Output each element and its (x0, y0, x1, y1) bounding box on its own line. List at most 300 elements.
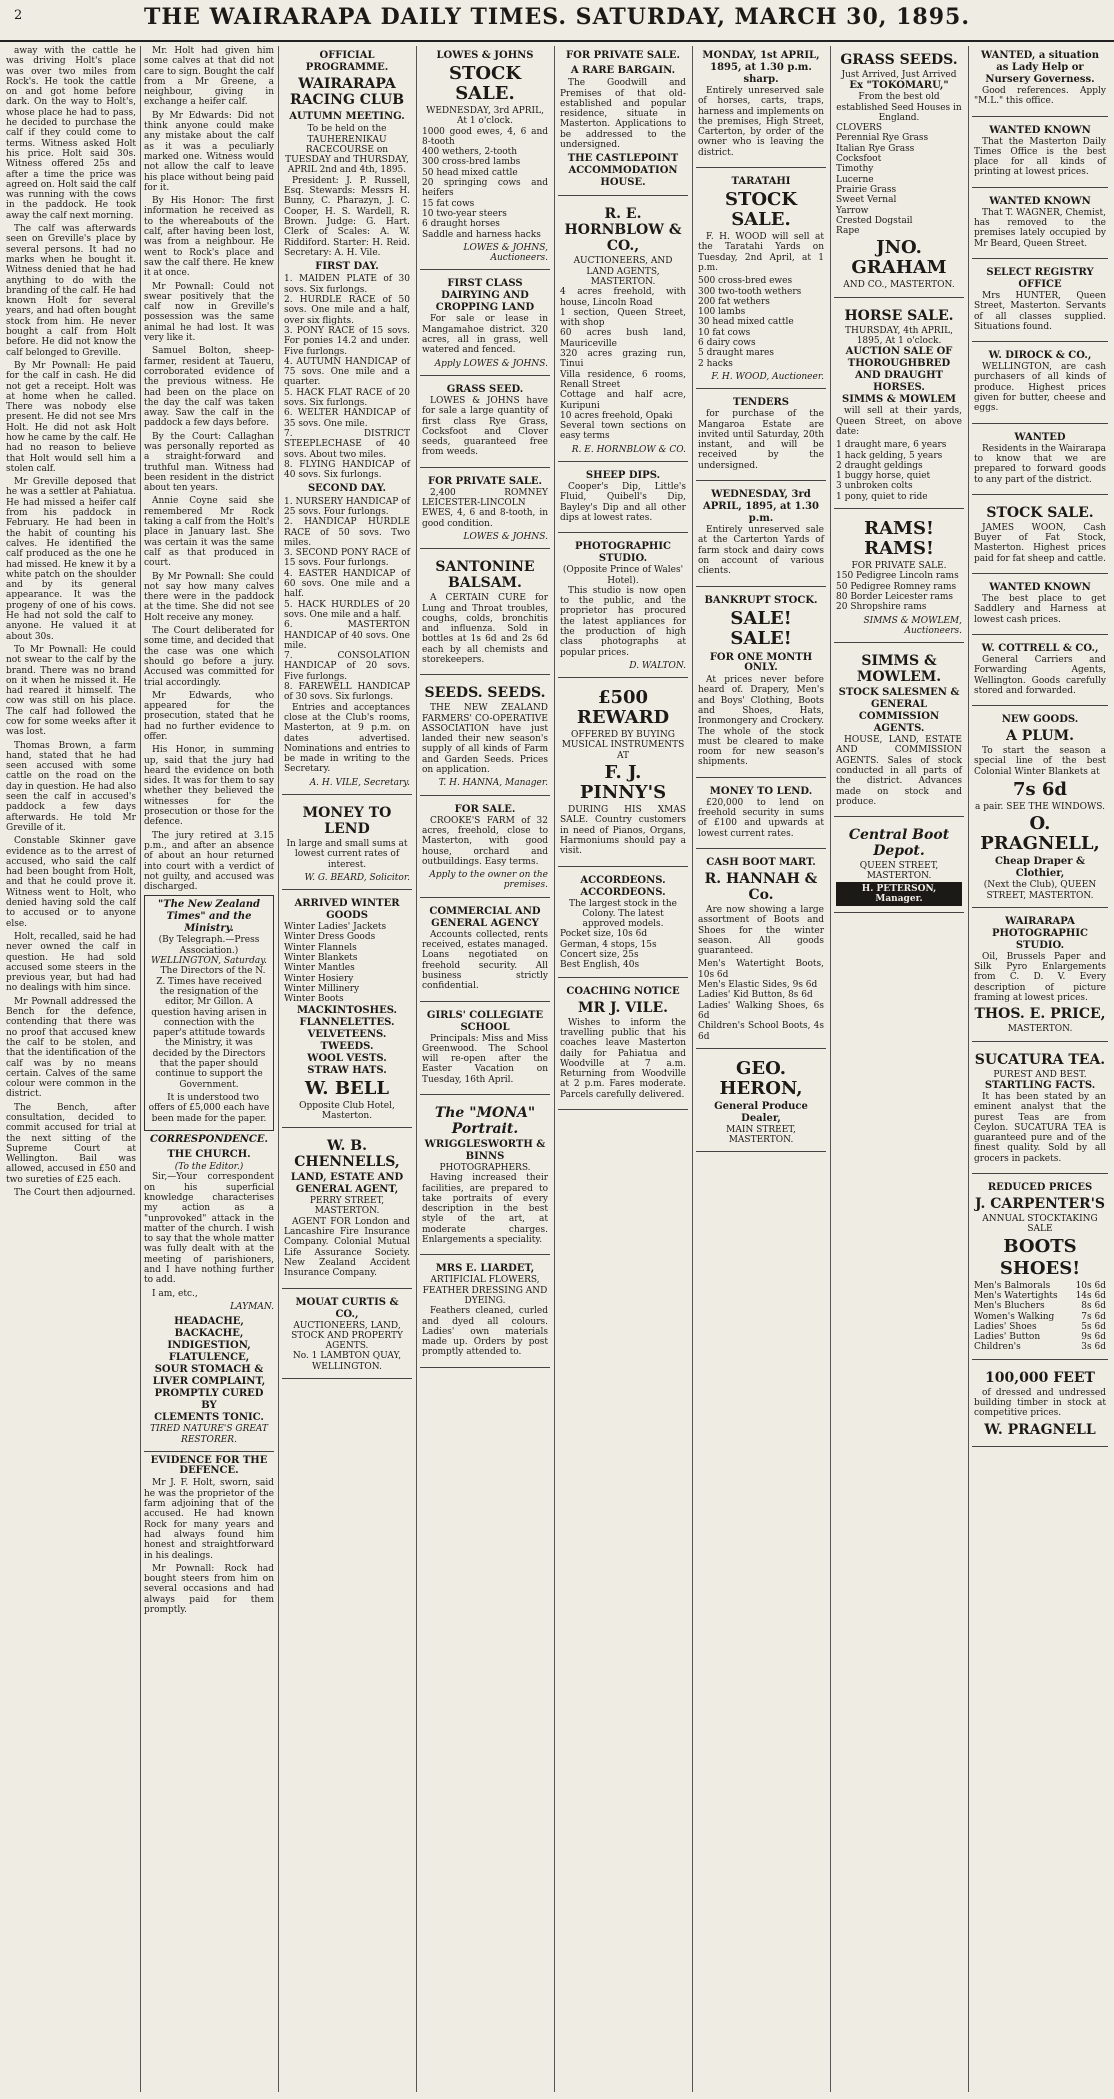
stock-sale-signature: F. H. WOOD, Auctioneer. (711, 371, 824, 382)
feathers-title: ARTIFICIAL FLOWERS, FEATHER DRESSING AND DYEING. (422, 1275, 548, 1306)
tea-facts: STARTLING FACTS. (984, 1079, 1096, 1091)
rams-list (836, 571, 962, 612)
wednesday-sale-heading: WEDNESDAY, 3rd APRIL, 1895, at 1.30 p.m. (703, 489, 819, 525)
column-8 (972, 46, 1108, 2092)
grass-seed-heading: GRASS SEED. (446, 383, 524, 395)
registry-heading: SELECT REGISTRY OFFICE (986, 266, 1094, 290)
wanted-ad (972, 428, 1108, 495)
money-heading: MONEY TO LEND (302, 805, 392, 837)
farm-sale-heading: FOR SALE. (454, 803, 516, 815)
seed-item: Prairie Grass (836, 184, 897, 195)
horse-item: 3 unbroken colts (836, 481, 913, 492)
fat-stock-ad (972, 499, 1108, 574)
wanted-known-ad (972, 192, 1108, 259)
mouat-name: MOUAT CURTIS & CO., (295, 1296, 399, 1320)
article-paragraph: The Bench, after consultation, decided to commit accused for trial at the next sitting of the Supreme Court at Wellington. Bail was allowed, accused in £50 and two sureties of £25 each. (6, 1102, 136, 1185)
correspondence-heading: CORRESPONDENCE. (149, 1133, 268, 1145)
grass-seeds-arrived: Just Arrived, Just Arrived (841, 70, 957, 80)
plum-price: 7s 6d (1012, 778, 1068, 800)
rams-heading: RAMS! RAMS! (864, 518, 934, 560)
chennells-name: W. B. CHENNELLS, (294, 1138, 400, 1171)
column-rule (692, 46, 693, 2092)
studio-heading: WAIRARAPA PHOTOGRAPHIC STUDIO. (991, 915, 1089, 951)
article-paragraph: The calf was afterwards seen on Greville's place by several persons. It had no marks when he bought it. Witness denied that he had anything to do with the branding of the calf. He had known Holt for several years, and had often bought stock from him. He never bought a calf from Holt before. He did not know the calf belonged to Greville. (6, 224, 136, 358)
clearance-subheading: FOR ONE MONTH ONLY. (709, 651, 813, 673)
plum-text: To start the season a special line of the best Colonial Winter Blankets at (974, 746, 1106, 777)
boot-depot-heading: Central Boot Depot. (848, 827, 950, 860)
wanted-heading: WANTED (1014, 431, 1066, 443)
racing-club-ad (282, 46, 412, 795)
money-heading: MONEY TO LEND. (709, 785, 813, 797)
grass-seed-ad (420, 380, 550, 468)
pinny-heading: F. J. PINNY'S (579, 762, 667, 804)
property-item: 10 acres freehold, Opaki (560, 410, 673, 421)
stock-item: 100 lambs (698, 307, 746, 318)
hannah-price-list (698, 959, 824, 1041)
goods-category: MACKINTOSHES. (296, 1004, 398, 1016)
article-paragraph: By His Honor: The first information he received as to the whereabouts of the calf, after having been lost, was from a neighbour. He went to Rock's place and saw the calf there. He knew it at once. (144, 196, 274, 279)
price-name: THOS. E. PRICE, (974, 1006, 1106, 1023)
pragnell-address: (Next the Club), QUEEN STREET, MASTERTON. (983, 880, 1097, 901)
medicine-tagline: TIRED NATURE'S GREAT RESTORER. (150, 1424, 268, 1445)
article-paragraph: The Court then adjourned. (14, 1188, 136, 1199)
accordeon-heading: ACCORDEONS. ACCORDEONS. (580, 874, 666, 898)
stock-sale-heading: STOCK SALE. (724, 189, 798, 231)
property-item: Cottage and half acre, Kuripuni (560, 390, 686, 411)
racing-club-name: WAIRARAPA RACING CLUB (289, 76, 405, 108)
winter-goods-ad (282, 894, 412, 1128)
horse-item: 1 draught mare, 6 years (836, 440, 947, 451)
accordeon-price-list (560, 929, 686, 970)
hannah-ad (696, 853, 826, 1049)
wanted-known-ad (972, 121, 1108, 188)
medicine-line: FLATULENCE, (168, 1352, 250, 1364)
simms-agency-text: HOUSE, LAND, ESTATE AND COMMISSION AGENTS. Sales of stock conducted in all parts of the district. Advances made on stock and produce. (836, 735, 962, 807)
letter-signature: LAYMAN. (230, 1301, 274, 1312)
column-rule (830, 46, 831, 2092)
chennells-title: LAND, ESTATE AND GENERAL AGENT, (290, 1172, 404, 1196)
wanted-known-heading: WANTED KNOWN (989, 124, 1091, 136)
stock-item: 10 two-year steers (422, 208, 507, 219)
boot-name: Men's Bluchers (974, 1301, 1045, 1312)
castlepoint-heading: THE CASTLEPOINT ACCOMMODATION HOUSE. (567, 153, 679, 189)
newspaper-title: THE WAIRARAPA DAILY TIMES. SATURDAY, MARCH 30, 1895. (143, 4, 970, 30)
seed-item: Rape (836, 226, 860, 237)
santonine-heading: SANTONINE BALSAM. (435, 559, 535, 592)
accordeon-item: Concert size, 25s (560, 950, 639, 961)
boot-price-row (974, 1322, 1106, 1332)
studio-location: (Opposite Prince of Wales' Hotel). (562, 565, 684, 586)
hornblow-property-list (560, 287, 686, 441)
race-item: 5. HACK HURDLES of 20 sovs. One mile and a half. (284, 599, 410, 620)
hornblow-signature: R. E. HORNBLOW & CO. (571, 444, 686, 455)
stock-item: 2 hacks (698, 358, 733, 369)
wanted-known-heading: WANTED KNOWN (989, 582, 1091, 594)
grass-seed-text: LOWES & JOHNS have for sale a large quantity of first class Rye Grass, Cocksfoot and Clover seeds, guaranteed free from weeds. (422, 395, 548, 458)
stock-item: 6 draught horses (422, 219, 500, 230)
timber-merchant: W. PRAGNELL (984, 1421, 1096, 1438)
boot-price-row (974, 1332, 1106, 1342)
reward-heading: £500 REWARD (576, 687, 670, 729)
column-rule (968, 46, 969, 2092)
price-location: MASTERTON. (1007, 1024, 1073, 1035)
boot-item: Men's Watertight Boots, 10s 6d (698, 959, 824, 980)
grass-seeds-heading: GRASS SEEDS. (840, 52, 958, 68)
column-1 (6, 46, 136, 2092)
letter-paragraph: Sir,—Your correspondent on his superficial knowledge characterises my action as a "unprovoked" attack in the matter of the church. I wish to say that the whole matter was fully dealt with at the meeting of parishioners, and I have nothing further to add. (144, 1172, 274, 1286)
article-paragraph: Mr Pownall: Could not swear positively that the calf now in Greville's possession was the same animal he had lost. It was very like it. (144, 281, 274, 344)
medicine-line: BACKACHE, (174, 1328, 244, 1340)
day1-race-list (284, 274, 410, 480)
school-ad (420, 1006, 550, 1095)
medicine-line: HEADACHE, (174, 1316, 244, 1328)
stock-item: 200 fat wethers (698, 296, 770, 307)
race-item: 2. HANDICAP HURDLE RACE of 50 sovs. Two miles. (284, 517, 410, 548)
race-item: 4. AUTUMN HANDICAP of 75 sovs. One mile and a quarter. (284, 356, 410, 388)
column-5 (558, 46, 688, 2092)
stock-item: 400 wethers, 2-tooth (422, 147, 518, 158)
monday-sale-ad (696, 46, 826, 168)
stock-item: 30 head mixed cattle (698, 317, 794, 328)
private-sale-signature: LOWES & JOHNS. (463, 531, 548, 542)
article-paragraph: Holt, recalled, said he had never owned the calf in question. He had sold accused some steers in the previous year, but had had no dealings with him since. (6, 931, 136, 994)
timber-text: of dressed and undressed building timber in stock at competitive prices. (974, 1387, 1106, 1419)
winter-goods-heading: ARRIVED WINTER GOODS (294, 898, 400, 922)
monday-sale-text: Entirely unreserved sale of horses, carts, traps, harness and implements on the premises, High Street, Carterton, by order of the owner who is leaving the district. (698, 86, 824, 158)
goods-category: STRAW HATS. (307, 1064, 387, 1076)
goods-item: Winter Ladies' Jackets (284, 922, 387, 933)
fat-stock-heading: STOCK SALE. (986, 504, 1094, 521)
horse-sale-title: AUCTION SALE OF THOROUGHBRED AND DRAUGHT HORSES. (845, 346, 953, 394)
evidence-heading: EVIDENCE FOR THE DEFENCE. (150, 1454, 268, 1477)
stock-item: 10 fat cows (698, 327, 751, 338)
racing-dates: To be held on the TAUHERENIKAU RACECOURSE on TUESDAY and THURSDAY, APRIL 2nd and 4th, 1895. (285, 124, 409, 176)
rare-bargain-ad (558, 46, 688, 196)
newspaper-columns (6, 46, 1108, 2092)
column-rule (554, 46, 555, 2092)
boots-heading: BOOTS (1003, 1235, 1077, 1257)
race-item: 7. CONSOLATION HANDICAP of 20 sovs. Five furlongs. (284, 651, 410, 682)
farm-signature: Apply LOWES & JOHNS. (434, 358, 548, 369)
ram-item: 50 Pedigree Romney rams (836, 581, 957, 592)
accordeon-item: German, 4 stops, 15s (560, 939, 657, 950)
studio-ad (972, 912, 1108, 1042)
farm-heading: FIRST CLASS DAIRYING AND CROPPING LAND (435, 278, 535, 314)
article-paragraph: Mr Pownall: Rock had bought steers from him on several occasions and had always paid for them promptly. (144, 1563, 274, 1615)
racing-meeting: AUTUMN MEETING. (289, 111, 405, 122)
rare-bargain-heading: A RARE BARGAIN. (570, 65, 676, 76)
goods-merchant-address: Opposite Club Hotel, Masterton. (299, 1100, 395, 1121)
ram-item: 20 Shropshire rams (836, 602, 927, 613)
article-paragraph: The Court deliberated for some time, and decided that the case was one which should go before a jury. Accused was committed for trial accordingly. (144, 626, 274, 688)
registry-ad (972, 263, 1108, 342)
racing-club-subtitle: OFFICIAL PROGRAMME. (305, 50, 389, 73)
article-paragraph: By Mr Pownall: He paid for the calf in cash. He did not get a receipt. Holt was at home when he called. There was nobody else present. He did not see Mrs Holt. He did not ask Holt how he came by the calf. He had no reason to believe that Holt would sell him a stolen calf. (6, 360, 136, 474)
seed-item: Sweet Vernal (836, 195, 897, 206)
property-item: 60 acres bush land, Mauriceville (560, 328, 686, 349)
timber-ad (972, 1364, 1108, 1447)
horse-sale-heading: HORSE SALE. (844, 307, 954, 324)
carpenter-ad (972, 1178, 1108, 1360)
hannah-heading: R. HANNAH & Co. (704, 870, 818, 903)
boot-name: Men's Balmorals (974, 1280, 1051, 1291)
private-sale-text: 2,400 ROMNEY LEICESTER-LINCOLN EWES, 4, 6 and 8-tooth, in good condition. (422, 487, 548, 529)
wanted-ad (972, 46, 1108, 117)
rams-signature: SIMMS & MOWLEM, Auctioneers. (863, 615, 962, 636)
wanted-text: Good references. Apply "M.L." this office. (974, 86, 1106, 107)
boots-price-list (974, 1281, 1106, 1353)
money-text: In large and small sums at lowest current rates of interest. (286, 839, 408, 870)
article-paragraph: By Mr Pownall: She could not say how many calves there were in the paddock at the time. She did not see Holt receive any money. (144, 571, 274, 623)
money-lend-ad (282, 799, 412, 890)
hannah-text: Are now showing a large assortment of Boots and Shoes for the winter season. All goods guaranteed. (698, 904, 824, 957)
racing-signature: A. H. VILE, Secretary. (309, 777, 410, 788)
goods-merchant: W. BELL (304, 1077, 390, 1099)
letter-paragraph: I am, etc., (152, 1288, 198, 1299)
goods-item: Winter Boots (284, 994, 344, 1005)
boot-mart-heading: CASH BOOT MART. (706, 856, 816, 868)
pragnell-ad (972, 710, 1108, 908)
tea-subheading: PUREST AND BEST. (993, 1069, 1087, 1080)
shoes-heading: SHOES! (999, 1257, 1081, 1279)
wanted-known-heading: WANTED KNOWN (989, 195, 1091, 207)
photographer-text: Having increased their facilities, are prepared to take portraits of every description in the best style of the art, at moderate charges. Enlargements a speciality. (422, 1173, 548, 1246)
photographer-name: WRIGGLESWORTH & BINNS (424, 1139, 546, 1162)
dirock-text: WELLINGTON, are cash purchasers of all kinds of produce. Highest prices given for butter, cheese and eggs. (974, 362, 1106, 414)
timber-heading: 100,000 FEET (985, 1369, 1095, 1386)
ram-item: 150 Pedigree Lincoln rams (836, 571, 959, 582)
news-box-title: "The New Zealand Times" and the Ministry. (157, 899, 261, 935)
racing-officers: President: J. P. Russell, Esq. Stewards: Messrs H. Bunny, C. Pharazyn, J. C. Cooper, H. S. Wardell, R. Brown. Judge: G. Hart. Clerk of Scales: A. W. Riddiford. Starter: H. Reid. Secretary: A. H. Vile. (284, 175, 410, 258)
pragnell-title: Cheap Draper & Clothier, (994, 856, 1086, 880)
reward-ad (558, 682, 688, 866)
studio-ad (558, 537, 688, 678)
cottrell-heading: W. COTTRELL & CO., (981, 642, 1099, 654)
dirock-heading: W. DIROCK & CO., (988, 350, 1092, 362)
goods-item: Winter Flannels (284, 942, 357, 953)
seed-item: Crested Dogstail (836, 215, 913, 226)
wednesday-sale-text: Entirely unreserved sale at the Carterton Yards of farm stock and dairy cows on account of various clients. (698, 525, 824, 577)
goods-category: FLANNELETTES. (299, 1016, 395, 1028)
stock-sale-list (698, 276, 824, 369)
rams-subheading: FOR PRIVATE SALE. (851, 561, 947, 572)
hornblow-ad (558, 200, 688, 462)
bankrupt-heading: BANKRUPT STOCK. (704, 594, 818, 606)
column-2 (144, 46, 274, 2092)
studio-signature: D. WALTON. (629, 660, 686, 671)
goods-category: WOOL VESTS. (307, 1052, 387, 1064)
rams-ad (834, 513, 964, 643)
stock-item: 20 springing cows and heifers (422, 178, 548, 199)
race-item: 3. PONY RACE of 15 sovs. For ponies 14.2 and under. Five furlongs. (284, 325, 410, 357)
goods-item: Winter Hosiery (284, 973, 354, 984)
seed-item: Yarrow (836, 205, 869, 216)
sheep-dip-text: Cooper's Dip, Little's Fluid, Quibell's Dip, Bayley's Dip and all other dips at lowest rates. (560, 482, 686, 523)
boot-name: Ladies' Shoes (974, 1321, 1037, 1332)
property-item: 320 acres grazing run, Tinui (560, 349, 686, 370)
goods-category: TWEEDS. (320, 1040, 374, 1052)
school-heading: GIRLS' COLLEGIATE SCHOOL (426, 1009, 544, 1033)
school-text: Principals: Miss and Miss Greenwood. The School will re-open after the Easter Vacation on Tuesday, 16th April. (422, 1033, 548, 1085)
stock-sale-date: WEDNESDAY, 3rd APRIL, At 1 o'clock. (426, 106, 544, 127)
horse-item: 1 pony, quiet to ride (836, 491, 928, 502)
wanted-known-ad (972, 578, 1108, 635)
boot-depot-address: QUEEN STREET, MASTERTON. (859, 861, 939, 882)
horse-list (836, 440, 962, 502)
photographer-ad (420, 1099, 550, 1255)
pinny-text: DURING HIS XMAS SALE. Country customers in need of Pianos, Organs, Harmoniums should pay a visit. (560, 805, 686, 857)
hornblow-title: AUCTIONEERS, AND LAND AGENTS, MASTERTON. (573, 256, 673, 287)
boot-depot-manager: H. PETERSON, Manager. (836, 882, 962, 907)
private-sale-heading: FOR PRIVATE SALE. (428, 475, 542, 487)
money-text: £20,000 to lend on freehold security in sums of £100 and upwards at lowest current rates. (698, 797, 824, 839)
tea-ad (972, 1046, 1108, 1174)
stock-sale-list (422, 127, 548, 240)
simms-text: will sell at their yards, Queen Street, on above date: (836, 406, 962, 437)
boot-name: Women's Walking (974, 1311, 1055, 1322)
hornblow-name: R. E. HORNBLOW & CO., (564, 206, 682, 255)
stock-item: 15 fat cows (422, 198, 475, 209)
coaching-ad (558, 982, 688, 1110)
stock-item: 1000 good ewes, 4, 6 and 8-tooth (422, 126, 548, 147)
race-item: 2. HURDLE RACE of 50 sovs. One mile and a half, over six flights. (284, 295, 410, 326)
column-6 (696, 46, 826, 2092)
news-box-byline: (By Telegraph.—Press Association.) (158, 935, 260, 956)
article-paragraph: Mr. Holt had given him some calves at that did not care to sign. Bought the calf from a Mr Greene, a neighbour, giving in exchange a heifer calf. (144, 46, 274, 108)
accordeon-item: Pocket size, 10s 6d (560, 929, 648, 940)
race-item: 8. FLYING HANDICAP of 40 sovs. Six furlongs. (284, 459, 410, 481)
medicine-line: LIVER COMPLAINT, (152, 1376, 266, 1388)
farm-sale-signature: Apply to the owner on the premises. (429, 870, 548, 891)
day1-heading: FIRST DAY. (315, 261, 379, 273)
article-paragraph: By Mr Edwards: Did not think anyone could make any mistake about the calf as it was a peculiarly marked one. Witness would not allow the calf to leave his place without being paid for it. (144, 110, 274, 193)
plum-heading: A PLUM. (1006, 728, 1074, 745)
article-paragraph: The jury retired at 3.15 p.m., and after an absence of about an hour returned into court with a verdict of not guilty, and accused was discharged. (144, 830, 274, 893)
coaching-text: Wishes to inform the travelling public that his coaches leave Masterton daily for Pahiatua and Woodville at 7 a.m. Returning from Woodville at 2 p.m. Fares moderate. Parcels carefully delivered. (560, 1017, 686, 1100)
stock-sale-text: F. H. WOOD will sell at the Taratahi Yards on Tuesday, 2nd April, at 1 p.m. (698, 232, 824, 273)
clearance-text: At prices never before heard of. Drapery, Men's and Boys' Clothing, Boots and Shoes, Hats, Ironmongery and Crockery. The whole of the stock must be cleared to make room for new season's shipments. (698, 675, 824, 768)
article-paragraph: The Directors of the N. Z. Times have received the resignation of the editor, Mr Gillon. A question having arisen in connection with the paper's attitude towards the Ministry, it was decided by the Directors that the paper should continue to support the Government. (151, 966, 267, 1090)
cottrell-ad (972, 639, 1108, 706)
wednesday-sale-ad (696, 485, 826, 586)
article-paragraph: To Mr Pownall: He could not swear to the calf by the brand. There was no brand on it when he missed it. He had reared it himself. The cow was still on his place. The calf had followed the cow for some weeks after it was lost. (6, 644, 136, 738)
boot-price: 10s 6d (1075, 1280, 1106, 1291)
medicine-ad (144, 1312, 274, 1452)
boot-price-row (974, 1291, 1106, 1301)
wanted-known-text: That T. WAGNER, Chemist, has removed to the premises lately occupied by Mr Beard, Queen Street. (974, 207, 1106, 249)
taratahi-sale-ad (696, 172, 826, 389)
wanted-known-text: The best place to get Saddlery and Harness at lowest cash prices. (974, 594, 1106, 625)
pragnell-name: O. PRAGNELL, (980, 813, 1100, 855)
carpenter-name: J. CARPENTER'S (974, 1196, 1106, 1213)
column-rule (416, 46, 417, 2092)
mona-heading: The "MONA" Portrait. (434, 1105, 536, 1137)
property-item: 4 acres freehold, with house, Lincoln Road (560, 287, 686, 308)
article-paragraph: His Honor, in summing up, said that the jury had heard the evidence on both sides. It was for them to say whether they believed the witnesses for the prosecution or those for the defence. (144, 745, 274, 828)
boot-price: 3s 6d (1081, 1342, 1106, 1353)
tenders-ad (696, 393, 826, 481)
boot-price-row (974, 1312, 1106, 1322)
clearance-heading: SALE! SALE! (730, 607, 792, 649)
news-box-dateline: WELLINGTON, Saturday. (151, 956, 267, 967)
race-item: 3. SECOND PONY RACE of 15 sovs. Four furlongs. (284, 548, 410, 569)
simms-agency-name: SIMMS & MOWLEM. (856, 653, 942, 686)
mouat-title: AUCTIONEERS, LAND, STOCK AND PROPERTY AGENTS. (291, 1320, 403, 1352)
feathers-ad (420, 1259, 550, 1367)
registry-text: Mrs HUNTER, Queen Street, Masterton. Servants of all classes supplied. Situations found. (974, 290, 1106, 332)
seed-item: CLOVERS (836, 123, 883, 134)
grass-seeds-ad (834, 46, 964, 298)
seed-item: Perennial Rye Grass (836, 133, 929, 144)
article-paragraph: Mr J. F. Holt, sworn, said he was the proprietor of the farm adjoining that of the accused. He had known Rock for many years and had always found him honest and straightforward in his dealings. (144, 1478, 274, 1561)
goods-item: Winter Mantles (284, 963, 355, 974)
agency-text: Accounts collected, rents received, estates managed. Loans negotiated on freehold security. All business strictly confidential. (422, 929, 548, 992)
article-paragraph: Mr Pownall addressed the Bench for the defence, contending that there was no proof that accused knew the calf to be stolen, and that the identification of the calf was by no means certain. Calves of the same colour were common in the district. (6, 996, 136, 1100)
boot-name: Children's (974, 1342, 1021, 1353)
column-rule (140, 46, 141, 2092)
seed-item: Italian Rye Grass (836, 143, 915, 154)
lowes-stock-sale-ad (420, 46, 550, 270)
studio-heading: PHOTOGRAPHIC STUDIO. (574, 541, 672, 565)
stock-item: Saddle and harness hacks (422, 229, 541, 240)
feathers-name: MRS E. LIARDET, (435, 1263, 535, 1275)
simms-name: SIMMS & MOWLEM (842, 394, 956, 406)
property-item: 1 section, Queen Street, with shop (560, 307, 686, 329)
boot-item: Ladies' Walking Shoes, 6s 6d (698, 1000, 824, 1021)
article-paragraph: Constable Skinner gave evidence as to the arrest of accused, who said the calf had been bought from Holt, and that he could prove it. Witness went to Holt, who denied having sold the calf to accused or to anyone else. (6, 836, 136, 929)
photographer-title: PHOTOGRAPHERS. (439, 1163, 531, 1173)
studio-text: Oil, Brussels Paper and Silk Pyro Enlargements from C. D. V. Every description of picture framing at lowest prices. (974, 951, 1106, 1004)
farm-text: For sale or lease in Mangamahoe district. 320 acres, all in grass, well watered and fenced. (422, 314, 548, 356)
heron-address: MAIN STREET, MASTERTON. (726, 1124, 796, 1146)
race-item: 8. FAREWELL HANDICAP of 30 sovs. Six furlongs. (284, 682, 410, 703)
article-paragraph: Samuel Bolton, sheep-farmer, resident at Taueru, corroborated evidence of the previous witness. He had been on the place on the day the calf was taken away. Saw the calf in the paddock a few days before. (144, 346, 274, 429)
seeds-heading: SEEDS. SEEDS. (424, 685, 546, 702)
chennells-ad (282, 1132, 412, 1288)
new-goods-heading: NEW GOODS. (1001, 714, 1079, 726)
race-item: 6. MASTERTON HANDICAP of 40 sovs. One mile. (284, 620, 410, 651)
boot-item: Children's School Boots, 4s 6d (698, 1021, 824, 1042)
article-paragraph: It is understood two offers of £5,000 each have been made for the paper. (148, 1092, 270, 1124)
ram-item: 80 Border Leicester rams (836, 591, 953, 602)
rare-bargain-text: The Goodwill and Premises of that old-established and popular residence, situate in Masterton. Applications to be addressed to the undersigned. (560, 78, 686, 151)
accordeon-text: The largest stock in the Colony. The latest approved models. (569, 898, 677, 930)
plum-subtext: a pair. SEE THE WINDOWS. (975, 801, 1105, 812)
wanted-text: Residents in the Wairarapa to know that we are prepared to forward goods to any part of the district. (974, 443, 1106, 485)
tea-text: It has been stated by an eminent analyst that the purest Teas are from Ceylon. SUCATURA TEA is guaranteed pure and of the finest quality. Sold by all grocers in packets. (974, 1091, 1106, 1164)
wanted-known-text: That the Masterton Daily Times Office is the best place for all kinds of printing at lowest prices. (974, 136, 1106, 178)
seeds-text: THE NEW ZEALAND FARMERS' CO-OPERATIVE ASSOCIATION have just landed their new season's supply of all kinds of Farm and Garden Seeds. Prices on application. (422, 703, 548, 776)
santonine-ad (420, 553, 550, 675)
medicine-line: CLEMENTS TONIC. (154, 1412, 264, 1424)
feathers-text: Feathers cleaned, curled and dyed all colours. Ladies' own materials made up. Orders by post promptly attended to. (422, 1306, 548, 1358)
mouat-ad (282, 1293, 412, 1379)
winter-goods-list (284, 922, 410, 1004)
accordeon-ad (558, 871, 688, 978)
reduced-prices-heading: REDUCED PRICES (987, 1182, 1093, 1194)
money-signature: W. G. BEARD, Solicitor. (304, 872, 410, 883)
property-item: Several town sections on easy terms (560, 421, 686, 442)
sheep-dip-heading: SHEEP DIPS. (585, 470, 661, 482)
tenders-text: for purchase of the Mangaroa Estate are invited until Saturday, 20th instant, and will be received by the undersigned. (698, 409, 824, 471)
stock-item: 50 head mixed cattle (422, 167, 518, 178)
simms-agency-ad (834, 647, 964, 817)
race-item: 1. NURSERY HANDICAP of 25 sovs. Four furlongs. (284, 496, 410, 517)
seed-item: Timothy (836, 164, 874, 175)
heron-ad (696, 1053, 826, 1153)
article-paragraph: Thomas Brown, a farm hand, stated that he had seen accused with some cattle on the road on the day in question. He had also seen the calf in accused's paddock a few days afterwards. He told Mr Greville of it. (6, 740, 136, 833)
stock-item: 300 two-tooth wethers (698, 286, 802, 297)
